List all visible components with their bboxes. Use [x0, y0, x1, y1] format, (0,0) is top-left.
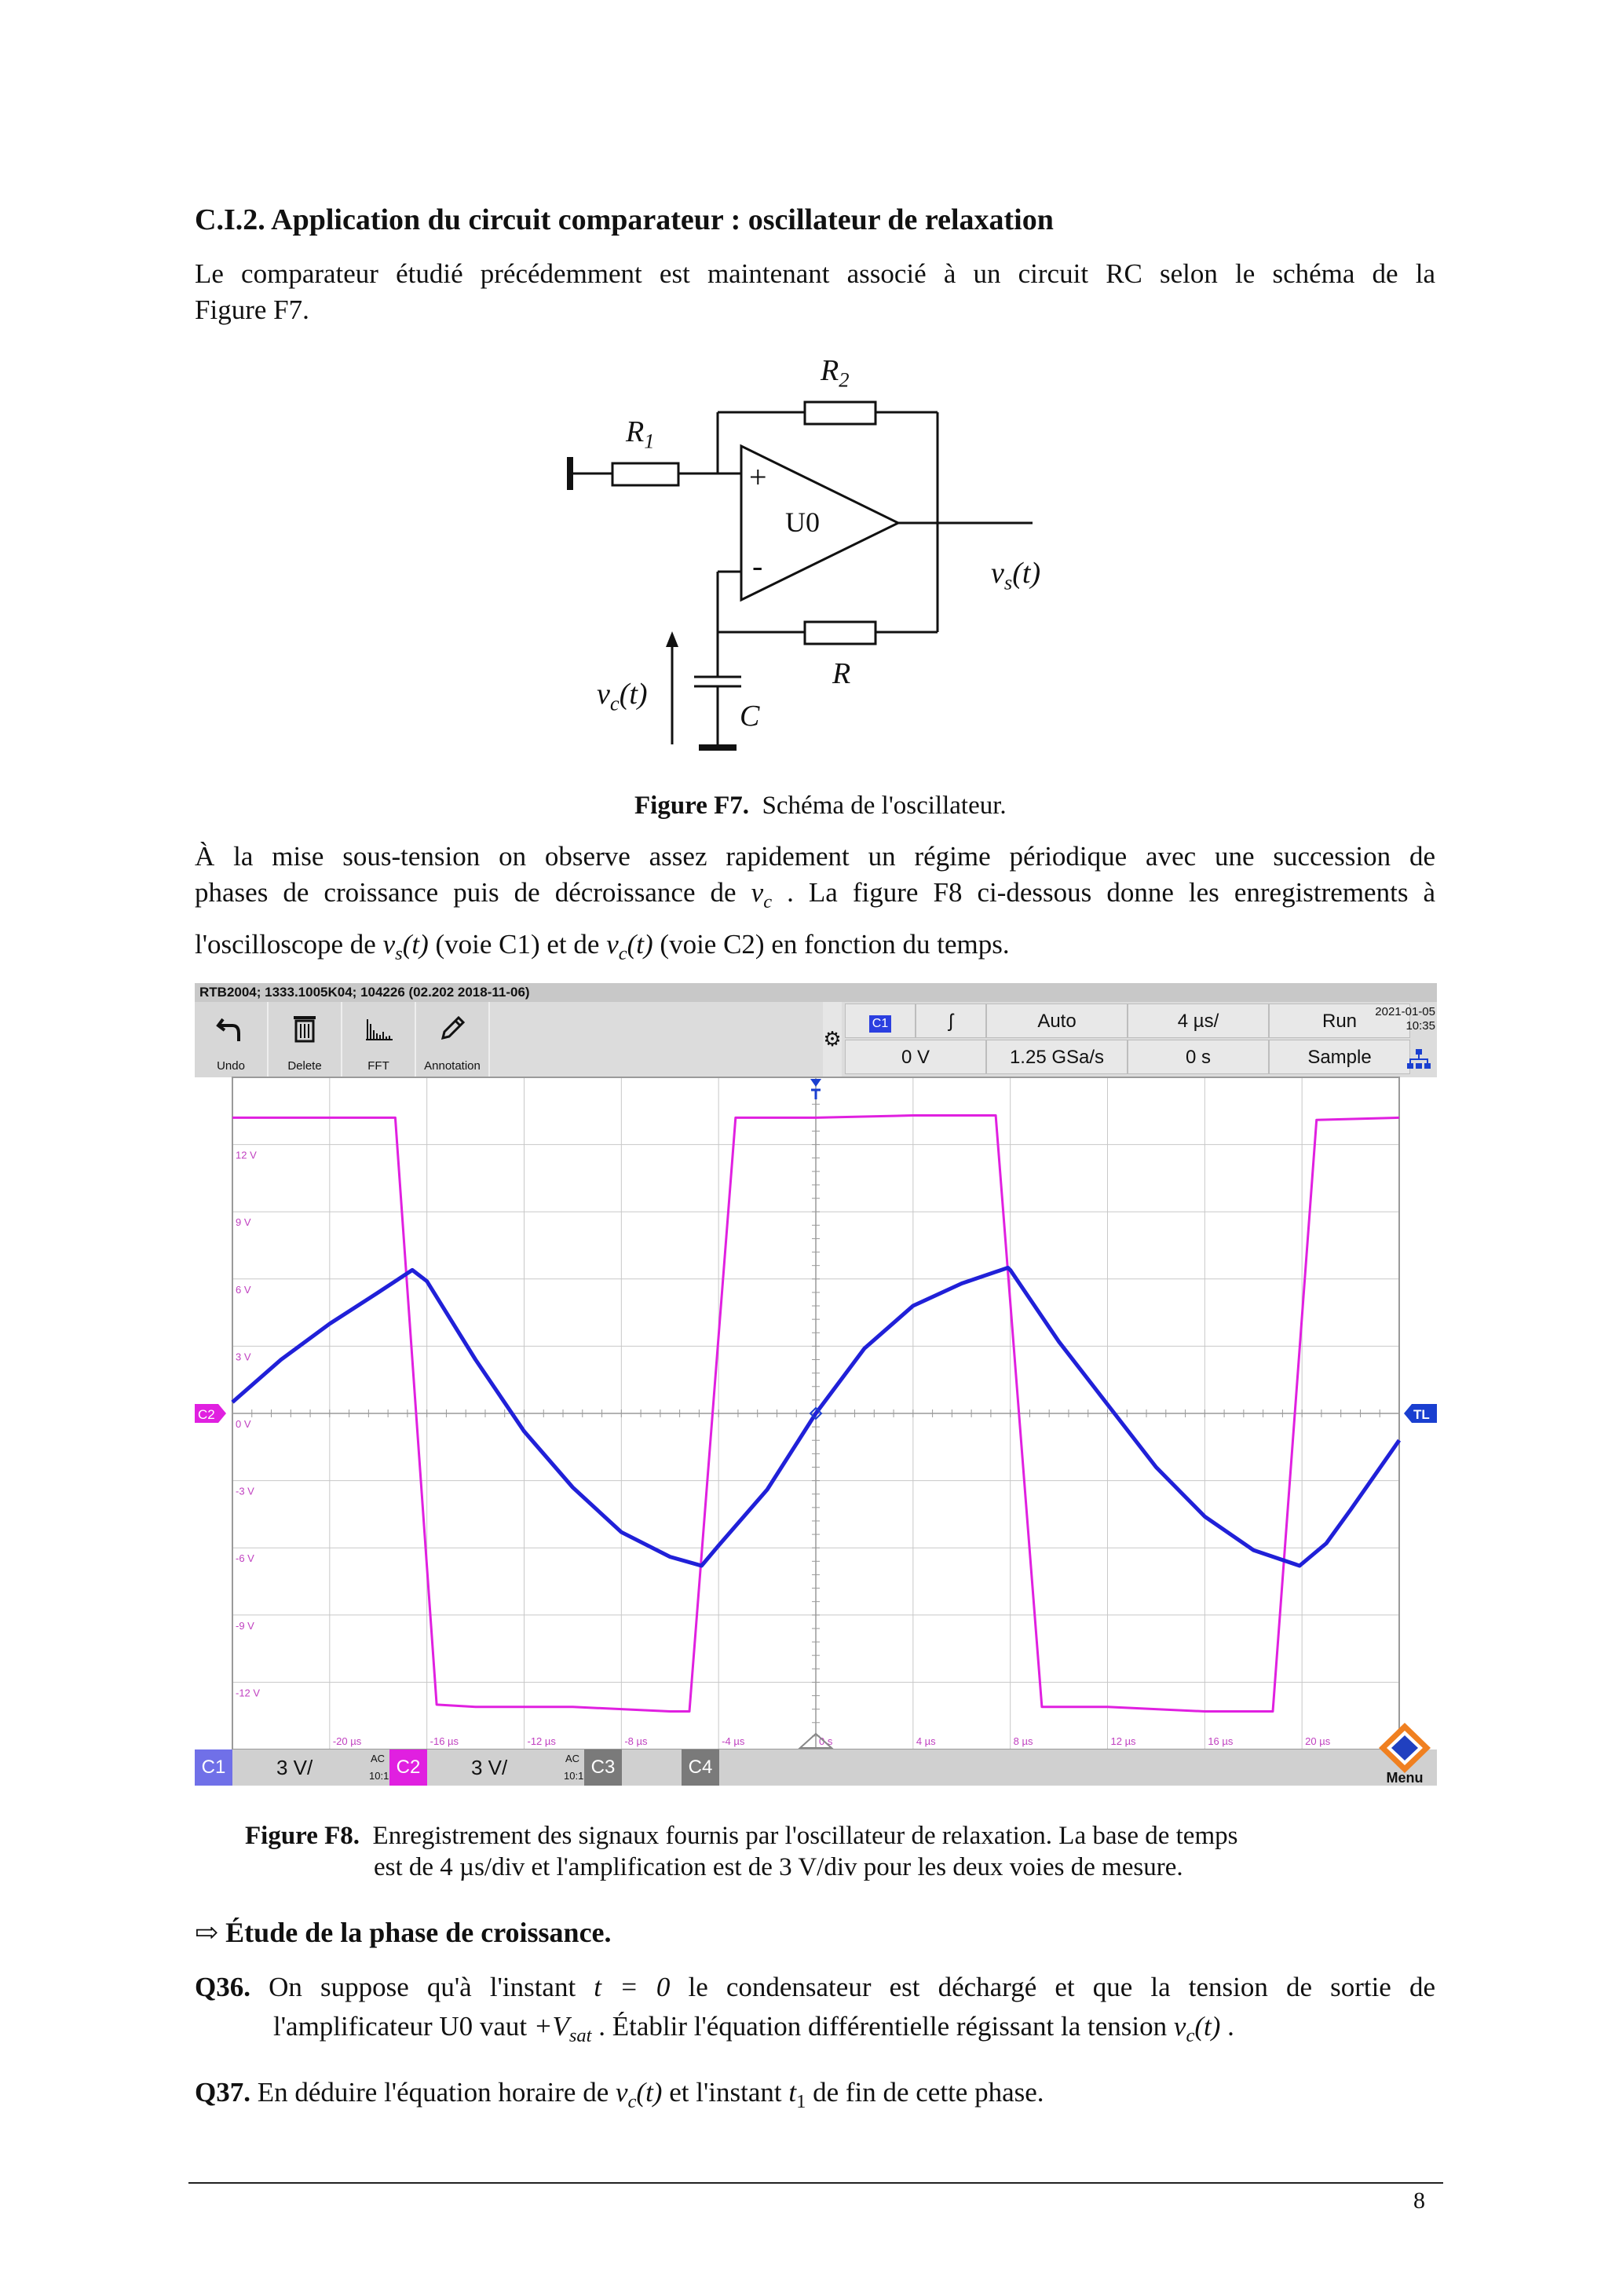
c2-probe: 10:1 — [564, 1770, 584, 1782]
date-text: 2021-01-05 — [1375, 1005, 1435, 1018]
trigger-mode-cell[interactable]: Auto — [986, 1004, 1128, 1038]
y-tick-label: -9 V — [236, 1619, 254, 1632]
trash-icon — [289, 1013, 320, 1044]
delete-button[interactable] — [269, 1002, 342, 1077]
waveform-plot — [195, 1077, 1437, 1749]
c1-tab[interactable]: C1 — [195, 1749, 232, 1786]
pen-icon — [437, 1013, 468, 1044]
c2-ref-marker — [195, 1404, 226, 1423]
x-tick-label: 20 µs — [1305, 1735, 1331, 1747]
study-heading: ⇨ Étude de la phase de croissance. — [195, 1917, 612, 1948]
timebase-cell[interactable]: 4 µs/ — [1128, 1004, 1269, 1038]
fft-button[interactable] — [342, 1002, 416, 1077]
acq-mode-cell[interactable]: Sample — [1269, 1040, 1410, 1074]
x-tick-label: 8 µs — [1013, 1735, 1033, 1747]
intro-paragraph — [195, 256, 1435, 328]
sample-rate-cell[interactable]: 1.25 GSa/s — [986, 1040, 1128, 1074]
x-tick-label: 0 s — [819, 1735, 833, 1747]
p2-line-3: l'oscilloscope de $v_s(t)$ (voie C1) et de $v_c(t)$ (voie C2) en fonction du temps. — [195, 929, 1010, 964]
minus-input-label: - — [752, 548, 763, 583]
footer-rule — [188, 2182, 1443, 2184]
undo-label: Undo — [217, 1059, 245, 1073]
x-tick-label: 4 µs — [916, 1735, 936, 1747]
time-text: 10:35 — [1406, 1019, 1435, 1033]
run-state-cell[interactable]: Run — [1269, 1004, 1410, 1038]
y-tick-label: 0 V — [236, 1418, 251, 1430]
y-tick-label: 9 V — [236, 1216, 251, 1229]
c1-probe: 10:1 — [369, 1770, 389, 1782]
c2-tab[interactable]: C2 — [389, 1749, 427, 1786]
figure-f7-caption: Figure F7. Schéma de l'oscillateur. — [634, 792, 1007, 820]
c2-ref-text: C2 — [198, 1407, 215, 1422]
trigger-edge-cell[interactable]: ʃ — [916, 1004, 986, 1038]
c1-scale[interactable]: 3 V/ — [276, 1756, 313, 1779]
menu-button[interactable] — [1373, 1720, 1437, 1786]
y-tick-label: -3 V — [236, 1485, 254, 1497]
x-tick-label: 12 µs — [1110, 1735, 1136, 1747]
c1-coupling: AC — [371, 1753, 386, 1764]
r-label: R — [832, 657, 851, 690]
c3-tab[interactable]: C3 — [584, 1749, 622, 1786]
c2-coupling: AC — [565, 1753, 580, 1764]
trigger-source-cell[interactable] — [845, 1004, 916, 1038]
undo-icon — [215, 1013, 247, 1044]
r2-label: $R_2$ — [821, 354, 850, 392]
trigger-source-badge: C1 — [869, 1015, 891, 1033]
x-tick-label: 16 µs — [1208, 1735, 1234, 1747]
p2-line-1: À la mise sous-tension on observe assez rapidement un régime périodique avec une succession de — [195, 841, 1435, 872]
vc-label: $v_c(t)$ — [597, 678, 648, 715]
c4-tab[interactable]: C4 — [682, 1749, 719, 1786]
scope-toolbar — [195, 1002, 1437, 1077]
trigger-level-marker — [1404, 1404, 1437, 1423]
network-icon — [1407, 1049, 1431, 1069]
menu-logo-icon — [1373, 1720, 1437, 1775]
x-tick-label: -4 µs — [722, 1735, 745, 1747]
arrow-icon: ⇨ — [195, 1917, 219, 1948]
y-tick-label: -12 V — [236, 1687, 261, 1699]
annotation-button[interactable] — [416, 1002, 490, 1077]
time-offset-cell[interactable]: 0 s — [1128, 1040, 1269, 1074]
amp-label: U0 — [785, 506, 820, 538]
c2-scale[interactable]: 3 V/ — [471, 1756, 508, 1779]
vs-label: $v_s(t)$ — [991, 557, 1041, 594]
paragraph-2 — [195, 839, 1435, 972]
intro-line-2: Figure F7. — [195, 294, 309, 325]
y-tick-label: 12 V — [236, 1149, 257, 1161]
c-label: C — [740, 700, 760, 733]
delete-label: Delete — [287, 1059, 322, 1073]
datetime — [1369, 1005, 1435, 1033]
x-tick-label: -20 µs — [332, 1735, 362, 1747]
fft-label: FFT — [367, 1059, 389, 1073]
y-tick-label: 6 V — [236, 1283, 251, 1296]
y-tick-label: 3 V — [236, 1351, 251, 1363]
oscilloscope-screen — [195, 983, 1437, 1786]
y-tick-label: -6 V — [236, 1552, 254, 1565]
menu-label: Menu — [1386, 1770, 1424, 1786]
annotation-label: Annotation — [424, 1059, 481, 1073]
p2-line-2: phases de croissance puis de décroissance de $v_c$ . La figure F8 ci-dessous donne les enregistrements à — [195, 877, 1436, 912]
intro-line-1: Le comparateur étudié précédemment est maintenant associé à un circuit RC selon le schéma de la — [195, 258, 1435, 289]
question-q37: Q37. En déduire l'équation horaire de $v_c(t)$ et l'instant $t_1$ de fin de cette phase. — [195, 2077, 1044, 2112]
fft-icon — [363, 1013, 394, 1044]
plus-input-label: + — [749, 459, 767, 495]
section-title: C.I.2. Application du circuit comparateur : oscillateur de relaxation — [195, 203, 1054, 236]
trigger-level-cell[interactable]: 0 V — [845, 1040, 986, 1074]
x-tick-label: -16 µs — [430, 1735, 459, 1747]
question-q36: Q36. On suppose qu'à l'instant t = 0 le condensateur est déchargé et que la tension de sortie de l'amplificateur U0 vaut $+V_{sat}$ . Établir l'équation différentielle régissant la tension $v_c(t)$ . — [195, 1972, 1435, 2046]
tl-text: TL — [1413, 1407, 1430, 1422]
undo-button[interactable] — [195, 1002, 269, 1077]
scope-header: RTB2004; 1333.1005K04; 104226 (02.202 2018-11-06) — [195, 983, 1437, 1002]
x-tick-label: -12 µs — [527, 1735, 556, 1747]
gear-icon[interactable]: ⚙ — [823, 1002, 842, 1077]
figure-f8-caption: Figure F8. Enregistrement des signaux fournis par l'oscillateur de relaxation. La base de temps est de 4 µs/div et l'amplification est de 3 V/div pour les deux voies de mesure. — [245, 1822, 1238, 1881]
x-tick-label: -8 µs — [624, 1735, 648, 1747]
scope-footer — [195, 1749, 1437, 1786]
r1-label: $R_1$ — [626, 415, 655, 453]
page-number: 8 — [1413, 2188, 1425, 2214]
